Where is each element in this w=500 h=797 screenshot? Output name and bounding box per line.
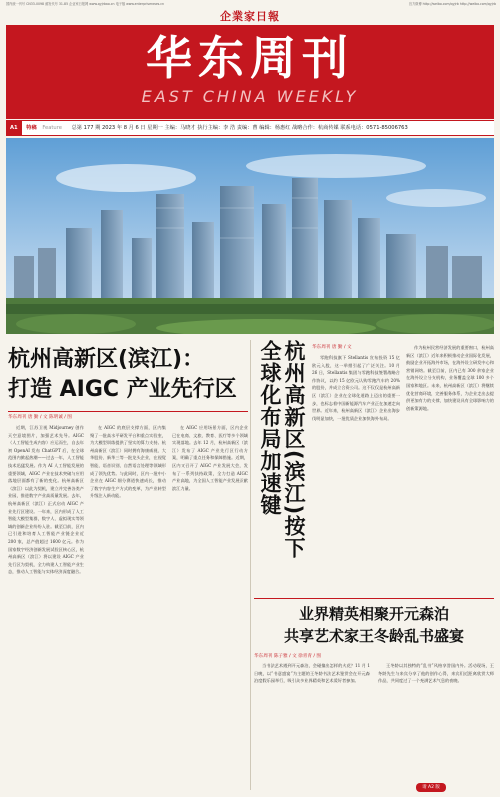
column-divider	[250, 340, 251, 790]
article-3-headline	[254, 603, 494, 647]
article-1-col3-text: 在 AIGC 应用场景方面，区内企业已在电商、文旅、教育、医疗等多个领域实现落地。去年 12 月，杭州高新区（滨江）发布了 AIGC 产业先行区行动方案，明确了重点任务和保障措施。近期，区内又召开了 AIGC 产业发展大会，发布了一系列扶持政策，全力打造 AIGC 产业高地，为全国人工智能产业发展贡献滨江力量。	[172, 425, 248, 491]
article-2-vertical-headline: 杭州高新区(滨江)按下全球化布局加速键	[258, 340, 306, 560]
article-3-headline-line2: 共享艺术家王冬龄乱书盛宴	[283, 627, 464, 645]
article-2-col2-text: 作为杭州民营经济发展的重要窗口，杭州高新区（滨江）近年来积极推动企业国际化发展，鼓励企业开拓海外市场，在海外设立研发中心和营销网络。截至目前，区内已有 300 余家企业在海外设立分支机构，业务覆盖全球 100 多个国家和地区。未来，杭州高新区（滨江）将继续优化营商环境，完善服务体系，为企业走出去提供更加有力的支撑，加快建设具有全球影响力的创新策源地。	[406, 345, 494, 411]
article-1-col1-text: 近期，江苏卫视 Midjourney 创作天空意境图片，加强艺术先导。AIGC（人工智能生成内容）应运而生，自去年初 OpenAI 发布 ChatGPT 后，在全球范围内掀起热潮——过去一年，人工智能技术迅猛发展。作为 AI 人工智能发展的重要领域，AIGC 产业在技术突破与应用落地层面都有了新的变化。杭州高新区（滨江）以此为契机，建立并完善各类产业园，推进数字产业高质量发展。去年，杭州高新区（滨江）正式启动 AIGC 产业先行区建设。一年来，区内形成了人工智能大模型集群，数字人、虚拟现实等领域的创新企业纷纷入驻。截至目前，区内已引进和培育人工智能产业链企业近 200 家，总产值超过 1600 亿元。作为国家数字经济创新发展试验区核心区，杭州高新区（滨江）将以建设 AIGC 产业先行区为契机，全力构建人工智能产业生态，推动人工智能与实体经济深度融合。	[8, 425, 84, 575]
article-3-column-2	[378, 662, 494, 780]
issue-info: 总第 177 期 2023 年 8 月 6 日 星期一 主编：马晓才 执行主编：李 浩 责编：曹 编辑：杨惠红 战略合作：杭商传媒 联系电话：0571-85006763	[71, 125, 408, 131]
article-3-col2-text: 王冬龄以其独特的“乱书”风格享誉国内外。活动现场，王冬龄先生与来宾分享了他的创作心得，来宾们近距离欣赏大师作品，共同度过了一个充满艺术气息的夜晚。	[378, 663, 494, 684]
article-2-column-1	[312, 354, 400, 590]
article-1-headline-line1: 杭州高新区(滨江)：	[8, 347, 205, 372]
article-3-col1-text: 当书法艺术遇到开元森泊，会碰撞出怎样的火花？11 月 1 日晚，以“书意盛宴”为主题的王冬龄书法艺术鉴赏会在开元森泊度假乐园举行，吸引众多业界精英和艺术爱好者参加。	[254, 663, 370, 684]
page-label: A1	[6, 121, 22, 135]
top-info-bar	[0, 0, 500, 9]
issue-info-bar	[6, 120, 494, 136]
masthead-banner	[6, 25, 494, 119]
masthead-title: 华东周刊	[146, 31, 354, 85]
divider	[8, 411, 248, 412]
page-continue-badge: 请 A2 版	[416, 783, 446, 792]
article-1-headline-line2: 打造 AIGC 产业先行区	[8, 377, 237, 402]
section-label: 特稿	[26, 125, 37, 131]
article-2-column-2	[406, 344, 494, 590]
article-2-byline: 华东周刊 唐 勤 / 文	[312, 345, 352, 350]
article-1-col2-text: 在 AIGC 的底层支撑方面，区内集聚了一批高水平研发平台和重点实验室，为大模型训练提供了坚实的算力支持。杭州高新区（滨江）同时拥有海康威视、大华股份、新华三等一批龙头企业，在视觉智能、语音识别、自然语言处理等领域形成了领先优势。与此同时，区内一批中小企业在 AIGC 细分赛道快速成长，推动了数字内容生产方式的变革，为产业转型升级注入新动能。	[90, 425, 166, 499]
article-1-column-3	[172, 424, 248, 788]
article-1-byline: 华东周刊 唐 勤 / 文 陈明诚 / 图	[8, 415, 72, 420]
newspaper-brand: 企業家日報	[220, 10, 280, 23]
article-1-headline	[8, 345, 248, 405]
section-label-en: Feature	[42, 125, 62, 131]
city-skyline-image	[6, 138, 494, 334]
masthead-subtitle: EAST CHINA WEEKLY	[141, 87, 359, 106]
top-bar-left: 国内统一刊号 CN33-0098 邮发代号 31-85 企业家日报网 www.qyjrbao.cn 电子版 www.enterprisenews.cn	[6, 2, 165, 6]
cover-photo	[6, 138, 494, 334]
article-3-byline: 华东周刊 陈子雅 / 文 徐青青 / 图	[254, 654, 321, 659]
divider	[254, 598, 494, 599]
article-1-column-2	[90, 424, 166, 788]
article-2-col1-text: 零跑科技旗下 Stellantis 宣布投资 15 亿欧元入股，这一举措引起了广泛关注。10 月 26 日，Stellantis 集团与零跑科技签署战略合作协议，以约 15 亿欧元认购零跑汽车约 20% 的股份，并成立合资公司。这不仅仅是杭州高新区（滨江）企业在全球化道路上迈出的重要一步，也标志着中国新能源汽车产业正在加速走向世界。近年来，杭州高新区（滨江）企业出海步伐明显加快，一批优质企业加快海外布局。	[312, 355, 400, 421]
article-3-column-1	[254, 662, 370, 780]
article-1-column-1	[8, 424, 84, 788]
top-bar-right: 官方微博 http://weibo.com/qyjrb http://weibo.com/qyjrb	[408, 2, 496, 6]
article-3-headline-line1: 业界精英相聚开元森泊	[298, 605, 449, 623]
